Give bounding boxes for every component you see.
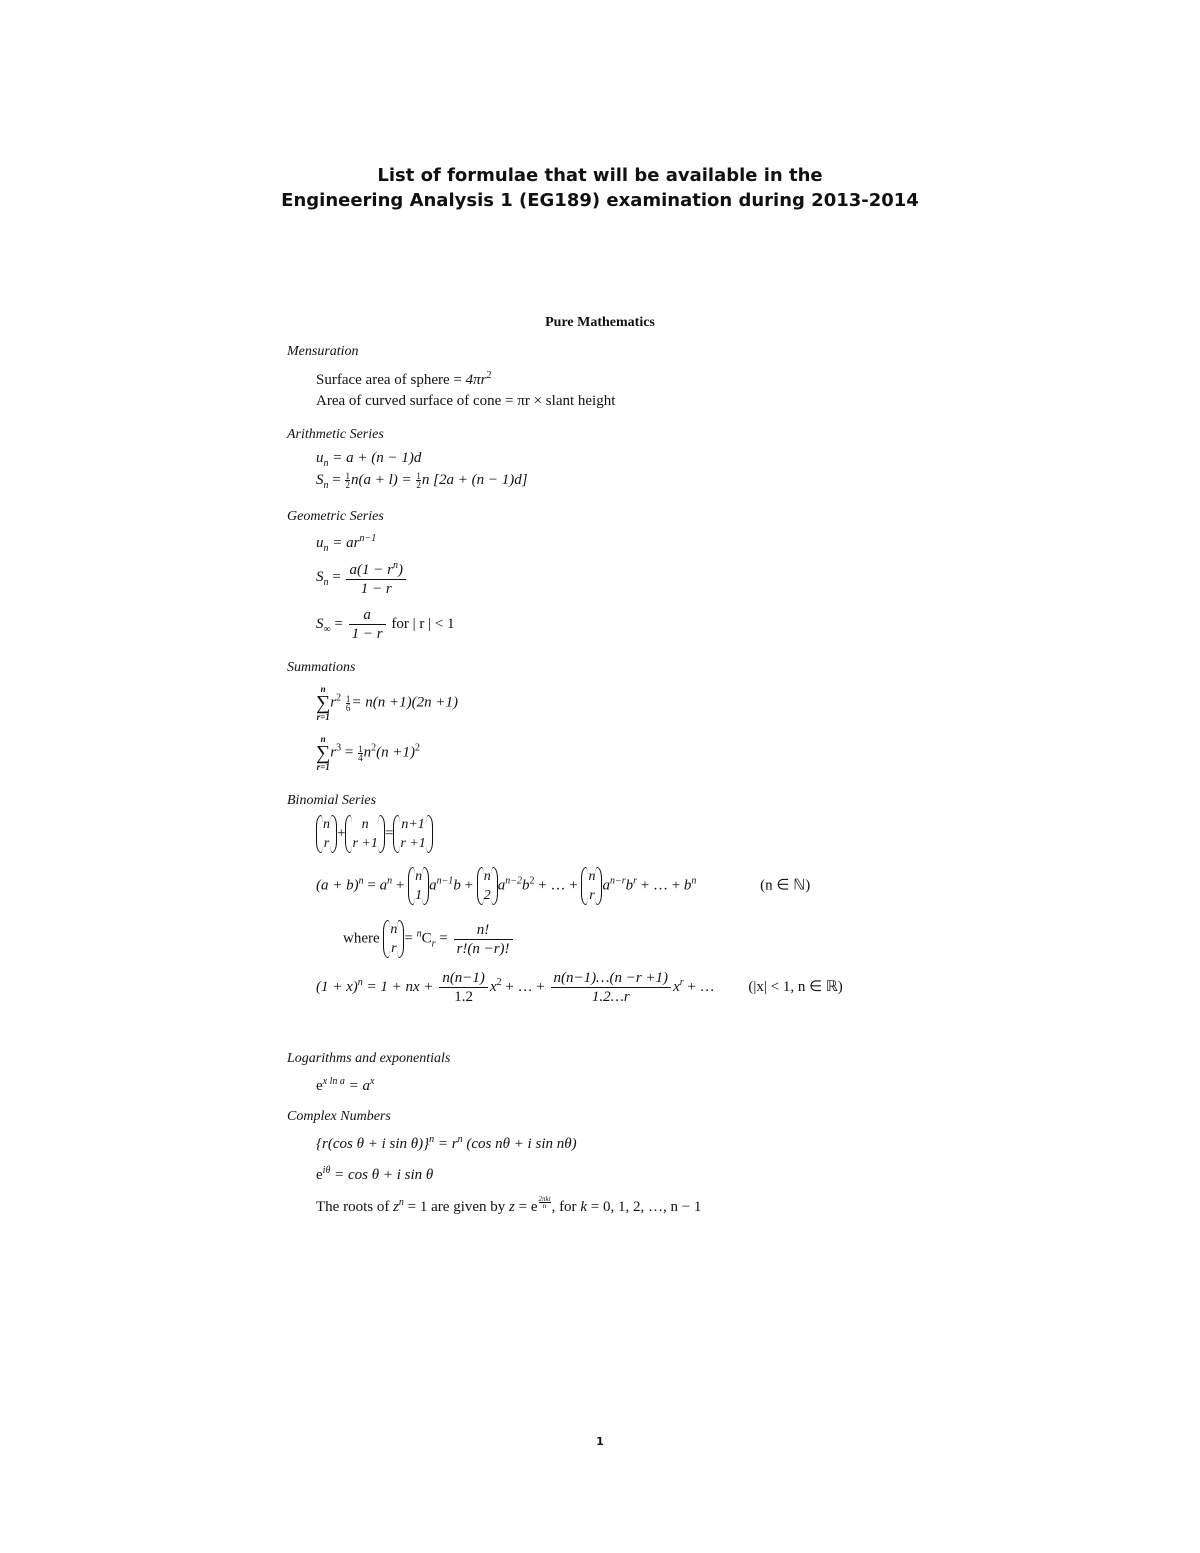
geom-un: $u_n = ar^{n-1}$ xyxy=(316,533,377,554)
general-binomial: $(1 + x)^n = 1$ + nx + $\frac{n(n-1)}{1.2}$ $x^2$ + … + $\frac{n(n-1)\dots(n -r +1)}{1.2\dots r}$ $x^r$ + … (|x| < 1, n ∈ ℝ) xyxy=(316,970,843,1005)
general-binomial-cond: (|x| < 1, n ∈ ℝ) xyxy=(748,978,843,995)
ab-prefix: (a + b) xyxy=(316,877,359,894)
binomial-expansion: $(a + b)^n = a^n$ + n 1 $a^{n-1}b$ + n 2 $a^{n-2}b^2$ + … + n r $a^{n-r}b^r$ + … + $b^n$ (n ∈ ℕ) xyxy=(316,869,811,903)
arith-sn-a: n(a + l) = xyxy=(350,472,416,488)
onex-mid: = 1 + nx + xyxy=(366,978,438,995)
demoivre-lhs: {r(cos θ + i sin θ)} xyxy=(316,1136,430,1152)
sum-r2: n ∑ r=1 $r^2$ $\frac{1}{6}= n(n +1)(2n +1)$ xyxy=(316,684,458,722)
exp-rhs: = a xyxy=(348,1078,371,1094)
sum-r3-n: n xyxy=(363,744,372,761)
binomial-heading: Binomial Series xyxy=(287,793,377,808)
geometric-heading: Geometric Series xyxy=(287,509,384,524)
title-line-1: List of formulae that will be available in the xyxy=(377,165,823,186)
sigma-symbol-2: n ∑ r=1 xyxy=(316,734,331,772)
arith-un-expr: = a + (n − 1)d xyxy=(332,450,422,466)
title-line-2: Engineering Analysis 1 (EG189) examination during 2013-2014 xyxy=(281,190,919,211)
geom-un-exp: n−1 xyxy=(359,533,377,544)
geom-sn: $S_n$ = $\frac{a(1 - r^n)}{1 - r}$ xyxy=(316,557,408,598)
pascal-identity: n r + n r +1 = n+1 r +1 xyxy=(316,815,433,853)
sum-r3: n ∑ r=1 $r^3$ = $\frac{1}{4}n^2(n +1)^2$ xyxy=(316,734,420,772)
cone-label: Area of curved surface of cone = xyxy=(316,393,518,409)
quarter-fraction: $\frac{1}{4}$ xyxy=(358,743,363,763)
where-label: where xyxy=(343,930,380,947)
geom-sinf-cond: for | r | < 1 xyxy=(391,615,455,632)
exp-rhs-exp: x xyxy=(370,1076,375,1087)
frac1: $\frac{n(n-1)}{1.2}$ xyxy=(439,969,488,1006)
geom-un-expr: = ar xyxy=(332,535,360,551)
sigma-symbol: n ∑ r=1 xyxy=(316,684,331,722)
binomial-cond: (n ∈ ℕ) xyxy=(760,877,811,894)
ncr-definition: where n r = $^nC_r$ = $\frac{n!}{r!(n -r)!}$ xyxy=(343,920,515,958)
half-fraction-2: $\frac{1}{2}$ xyxy=(416,471,421,491)
euler-rhs: = cos θ + i sin θ xyxy=(334,1167,434,1183)
section-title: Pure Mathematics xyxy=(545,315,655,330)
arith-sn-b: n [2a + (n − 1)d] xyxy=(421,472,528,488)
euler-formula: $e^{i\theta} = \cos \theta + i$ sin θ xyxy=(316,1165,434,1183)
arithmetic-heading: Arithmetic Series xyxy=(287,427,384,442)
complex-heading: Complex Numbers xyxy=(287,1109,391,1124)
demoivre-tail: (cos nθ + i sin nθ) xyxy=(466,1136,577,1152)
ncr-fraction: $\frac{n!}{r!(n -r)!}$ xyxy=(454,921,513,958)
sphere-formula xyxy=(316,370,492,389)
roots-c: , for xyxy=(551,1198,581,1215)
sphere-exp: 2 xyxy=(486,370,492,381)
cone-formula xyxy=(316,393,615,410)
geom-sn-fraction: $\frac{a(1 - r^n)}{1 - r}$ xyxy=(346,557,405,598)
page-number: 1 xyxy=(596,1435,604,1448)
roots-a: The roots of xyxy=(316,1198,394,1215)
sixth-fraction: $\frac{1}{6}$ xyxy=(345,693,351,713)
de-moivre: {r(cos θ + i $\sin \theta)\}^n = r^n$ (cos nθ + i sin nθ) xyxy=(316,1134,577,1152)
sphere-expr: 4πr xyxy=(465,372,487,388)
half-fraction: $\frac{1}{2}$ xyxy=(345,471,350,491)
demoivre-rhs: = r xyxy=(437,1136,458,1152)
roots-exp-fraction: 2πki n xyxy=(538,1195,551,1210)
sum-r3-rest: (n +1) xyxy=(376,744,415,761)
geom-sinf-fraction: $\frac{a}{1 - r}$ xyxy=(349,606,386,643)
summations-heading: Summations xyxy=(287,660,356,675)
roots-of-unity: The roots of $z^n = 1$ are given by z = e $^{\frac{\text{2πki}}{n}}$, for k = 0, 1, 2, …, n − 1 xyxy=(316,1195,702,1215)
arith-un: $u_n = a + (n - 1)d$ xyxy=(316,450,422,469)
exp-sup: x ln a xyxy=(322,1076,345,1087)
sum-r2-expr: = n(n +1)(2n +1) xyxy=(351,694,458,711)
geom-sinf: $S_\infty$ = $\frac{a}{1 - r}$ for | r | < 1 xyxy=(316,607,455,642)
roots-b: = 1 are given by xyxy=(407,1198,510,1215)
onex-prefix: (1 + x) xyxy=(316,978,358,995)
exp-log-identity: $e^{x ln a} = a^x$ xyxy=(316,1076,375,1094)
cone-expr: πr × slant height xyxy=(517,393,616,409)
logs-heading: Logarithms and exponentials xyxy=(287,1051,451,1066)
sphere-label: Surface area of sphere = xyxy=(316,372,466,388)
roots-d: = 0, 1, 2, …, n − 1 xyxy=(590,1198,702,1215)
mensuration-heading: Mensuration xyxy=(287,344,359,359)
frac2: $\frac{n(n-1)\dots(n -r +1)}{1.2\dots r}$ xyxy=(551,969,672,1006)
arith-sn: $S_n$ = $\frac{1}{2}n(a + l)$ = $\frac{1}{2}n$ [2a + (n − 1)d] xyxy=(316,471,528,491)
